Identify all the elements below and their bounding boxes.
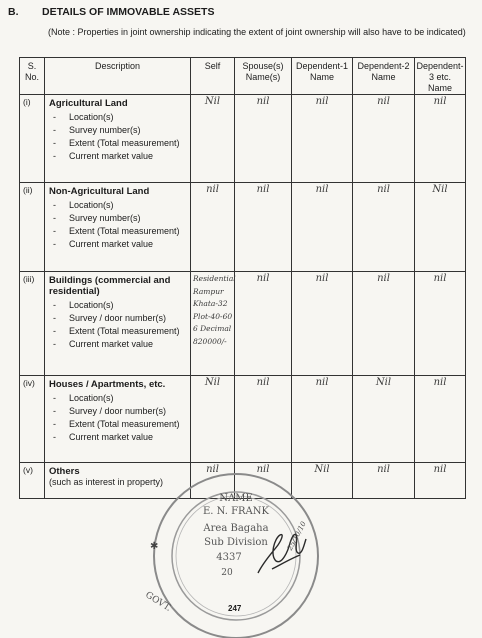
value-dependent-2: nil <box>353 272 415 376</box>
row-item: - Extent (Total measurement) <box>49 226 187 237</box>
row-description <box>45 183 191 272</box>
row-item: - Location(s) <box>49 393 187 404</box>
self-line: Rampur <box>193 286 224 296</box>
row-description <box>45 95 191 183</box>
star-icon: ✱ <box>150 541 159 552</box>
table-row <box>20 272 466 376</box>
row-sno: (iii) <box>20 272 45 376</box>
value-dependent-3: nil <box>415 376 466 463</box>
row-sno: (iv) <box>20 376 45 463</box>
immovable-assets-table <box>19 57 466 499</box>
stamp-ring-text: GOVT. <box>143 590 173 614</box>
header-dependent-1: Dependent-1 Name <box>292 58 353 95</box>
value-spouse: nil <box>235 463 292 499</box>
section-heading <box>8 6 214 18</box>
value-dependent-2: Nil <box>353 376 415 463</box>
row-item: - Current market value <box>49 151 187 162</box>
value-dependent-1: nil <box>292 376 353 463</box>
value-self: nil <box>191 183 235 272</box>
row-sno: (v) <box>20 463 45 499</box>
value-dependent-3: nil <box>415 272 466 376</box>
header-spouse: Spouse(s) Name(s) <box>235 58 292 95</box>
stamp-line: Area Bagaha <box>203 523 269 534</box>
value-dependent-3: nil <box>415 463 466 499</box>
value-dependent-1: nil <box>292 272 353 376</box>
value-self <box>191 272 235 376</box>
section-note: (Note : Properties in joint ownership indicating the extent of joint ownership will also have to be indicated) <box>48 27 466 37</box>
self-line: Plot-40-60 <box>193 311 233 321</box>
row-item: - Survey number(s) <box>49 213 187 224</box>
table-row <box>20 183 466 272</box>
header-description: Description <box>45 58 191 95</box>
value-dependent-2: nil <box>353 183 415 272</box>
row-item: - Current market value <box>49 432 187 443</box>
row-item: - Extent (Total measurement) <box>49 326 187 337</box>
header-dependent-2: Dependent-2 Name <box>353 58 415 95</box>
row-item: - Survey / door number(s) <box>49 406 187 417</box>
stamp-line: E. N. FRANK <box>202 506 270 517</box>
row-sno: (ii) <box>20 183 45 272</box>
row-item: - Survey / door number(s) <box>49 313 187 324</box>
table-row <box>20 95 466 183</box>
row-title: Non-Agricultural Land <box>49 186 150 197</box>
value-dependent-2: nil <box>353 95 415 183</box>
signature-icon <box>254 525 312 579</box>
value-spouse: nil <box>235 183 292 272</box>
signature-date: 25/10/10 <box>286 520 308 552</box>
stamp-line: NAME <box>219 493 253 504</box>
header-dependent-3: Dependent-3 etc. Name <box>415 58 466 95</box>
value-dependent-3: nil <box>415 95 466 183</box>
row-title: Buildings (commercial and residential) <box>49 275 171 297</box>
row-title-extra: (such as interest in property) <box>49 477 164 487</box>
row-item: - Location(s) <box>49 112 187 123</box>
self-line: Residential <box>193 274 236 283</box>
row-item: - Extent (Total measurement) <box>49 419 187 430</box>
row-item: - Extent (Total measurement) <box>49 138 187 149</box>
row-item: - Current market value <box>49 239 187 250</box>
page-number: 247 <box>228 604 242 613</box>
value-self: Nil <box>191 95 235 183</box>
row-item: - Location(s) <box>49 300 187 311</box>
self-line: 820000/- <box>193 336 227 346</box>
row-item: - Location(s) <box>49 200 187 211</box>
self-line: Khata-32 <box>193 299 228 308</box>
header-sno: S. No. <box>20 58 45 95</box>
table-row <box>20 376 466 463</box>
value-self: nil <box>191 463 235 499</box>
value-dependent-1: Nil <box>292 463 353 499</box>
value-spouse: nil <box>235 272 292 376</box>
table-header-row <box>20 58 466 95</box>
row-description <box>45 376 191 463</box>
stamp-line: 20 <box>221 568 233 578</box>
value-spouse: nil <box>235 95 292 183</box>
row-sno: (i) <box>20 95 45 183</box>
row-item: - Survey number(s) <box>49 125 187 136</box>
value-dependent-2: nil <box>353 463 415 499</box>
row-description <box>45 272 191 376</box>
row-title: Houses / Apartments, etc. <box>49 379 166 390</box>
row-item: - Current market value <box>49 339 187 350</box>
section-code: B. <box>8 6 19 18</box>
row-title: Agricultural Land <box>49 98 128 109</box>
section-title: DETAILS OF IMMOVABLE ASSETS <box>42 6 215 18</box>
value-dependent-1: nil <box>292 95 353 183</box>
value-dependent-1: nil <box>292 183 353 272</box>
stamp-line: Sub Division <box>204 537 268 548</box>
stamp-line: 4337 <box>216 552 242 563</box>
row-title: Others <box>49 466 80 477</box>
header-self: Self <box>191 58 235 95</box>
value-spouse: nil <box>235 376 292 463</box>
value-dependent-3: Nil <box>415 183 466 272</box>
self-line: 6 Decimal <box>193 324 232 333</box>
value-self: Nil <box>191 376 235 463</box>
